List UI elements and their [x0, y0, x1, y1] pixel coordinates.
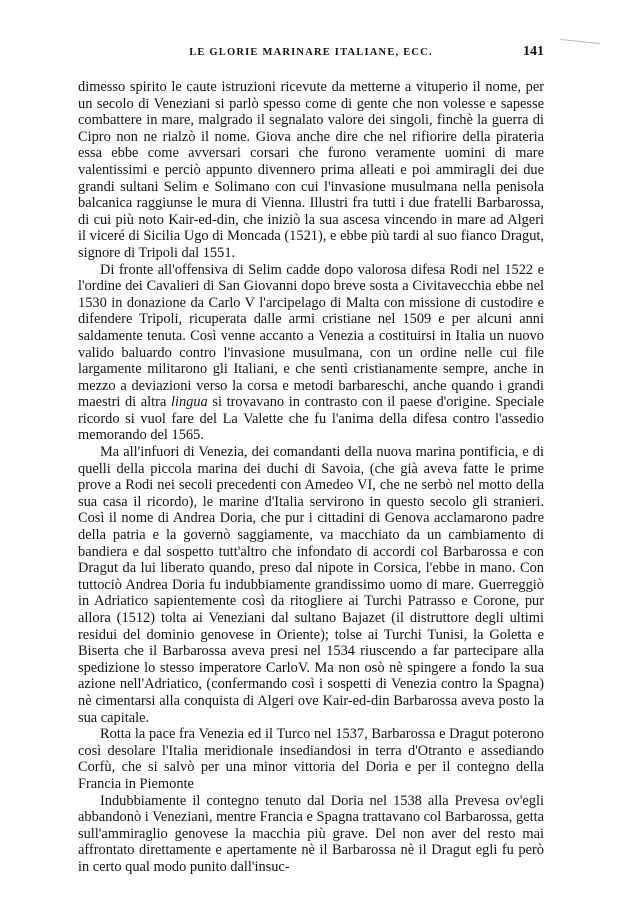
running-title: LE GLORIE MARINARE ITALIANE, ECC.	[189, 47, 433, 58]
paragraph-2-text-b: si trovavano in contrasto con il paese d'origine. Speciale ricordo si vuol fare del La Valette che fu l'anima della difesa contro l'assedio memorando del 1565.	[78, 394, 544, 444]
paragraph-2-italic-word: lingua	[170, 394, 208, 411]
paragraph-4: Rotta la pace fra Venezia ed il Turco nel 1537, Barbarossa e Dragut poterono così desolare l'Italia meridionale insediandosi in terra d'Otranto e assediando Corfù, che si salvò per una minor vittoria del Doria e per il contegno della Francia in Piemonte	[78, 726, 544, 792]
paragraph-2	[78, 262, 544, 445]
body-text	[78, 79, 544, 876]
page-edge-mark	[560, 39, 600, 47]
paragraph-2-text-a: Di fronte all'offensiva di Selim cadde dopo valorosa difesa Rodi nel 1522 e l'ordine dei Cavalieri di San Giovanni dopo breve sosta a Civitavecchia ebbe nel 1530 in donazione da Carlo V l'arcipelago di Malta con missione di custodire e difendere Tripoli, ricuperata dalle armi cristiane nel 1509 e per alcuni anni saldamente tenuta. Così venne accanto a Venezia a costituirsi in Italia un nuovo valido baluardo contro l'invasione musulmana, con un ordine nelle cui file largamente militarono gli Italiani, e che sentì cristianamente sempre, anche in mezzo a deviazioni verso la corsa e metodi barbareschi, anche quando i grandi maestri di altra	[78, 261, 544, 411]
paragraph-1: dimesso spirito le caute istruzioni ricevute da metterne a vituperio il nome, per un secolo di Veneziani si parlò spesso come di gente che non volesse e sapesse combattere in mare, malgrado il segnalato valore dei singoli, finchè la guerra di Cipro non ne rialzò il nome. Giova anche dire che nel rifiorire della pirateria essa ebbe come avversari corsari che furono veramente uomini di mare valentissimi e perciò appunto divennero prima alleati e poi ammiragli dei due grandi sultani Selim e Solimano con cui l'invasione musulmana nella penisola balcanica raggiunse le mura di Vienna. Illustri fra tutti i due fratelli Barbarossa, di cui più noto Kair-ed-din, che iniziò la sua ascesa vincendo in mare ad Algeri il viceré di Sicilia Ugo di Moncada (1521), e ebbe più tardi al suo fianco Dragut, signore di Tripoli dal 1551.	[78, 79, 544, 261]
paragraph-5: Indubbiamente il contegno tenuto dal Doria nel 1538 alla Prevesa ov'egli abbandonò i Veneziani, mentre Francia e Spagna trattavano col Barbarossa, getta sull'ammiraglio genovese la macchia più grave. Del non aver del resto mai affrontato direttamente e apertamente nè il Barbarossa nè il Dragut egli fu però in certo qual modo punito dall'insuc-	[78, 792, 544, 875]
page-number: 141	[523, 44, 544, 59]
page-header	[78, 44, 544, 64]
paragraph-3: Ma all'infuori di Venezia, dei comandanti della nuova marina pontificia, e di quelli della piccola marina dei duchi di Savoia, (che già aveva fatte le prime prove a Rodi nei secoli precedenti con Amedeo VI, che ne serbò nel motto della sua casa il ricordo), le marine d'Italia servirono in questo secolo gli stranieri. Così il nome di Andrea Doria, che pur i cittadini di Genova acclamarono padre della patria e la governò saggiamente, va macchiato da un cambiamento di bandiera e dal sospetto tutt'altro che infondato di accordi col Barbarossa e con Dragut da lui liberato quando, preso dal nipote in Corsica, l'ebbe in mano. Con tuttociò Andrea Doria fu indubbiamente grandissimo uomo di mare. Guerreggiò in Adriatico sapientemente così da ritogliere ai Turchi Patrasso e Corone, pur allora (1512) tolta ai Veneziani dal sultano Bajazet (il distruttore degli ultimi residui del dominio genovese in Oriente); tolse ai Turchi Tunisi, la Goletta e Biserta che il Barbarossa aveva presi nel 1534 riuscendo a far partecipare alla spedizione lo stesso imperatore CarloV. Ma non osò nè spingere a fondo la sua azione nell'Adriatico, (confermando così i sospetti di Venezia contro la Spagna) nè cimentarsi alla conquista di Algeri ove Kair-ed-din Barbarossa aveva posto la sua capitale.	[78, 444, 544, 726]
